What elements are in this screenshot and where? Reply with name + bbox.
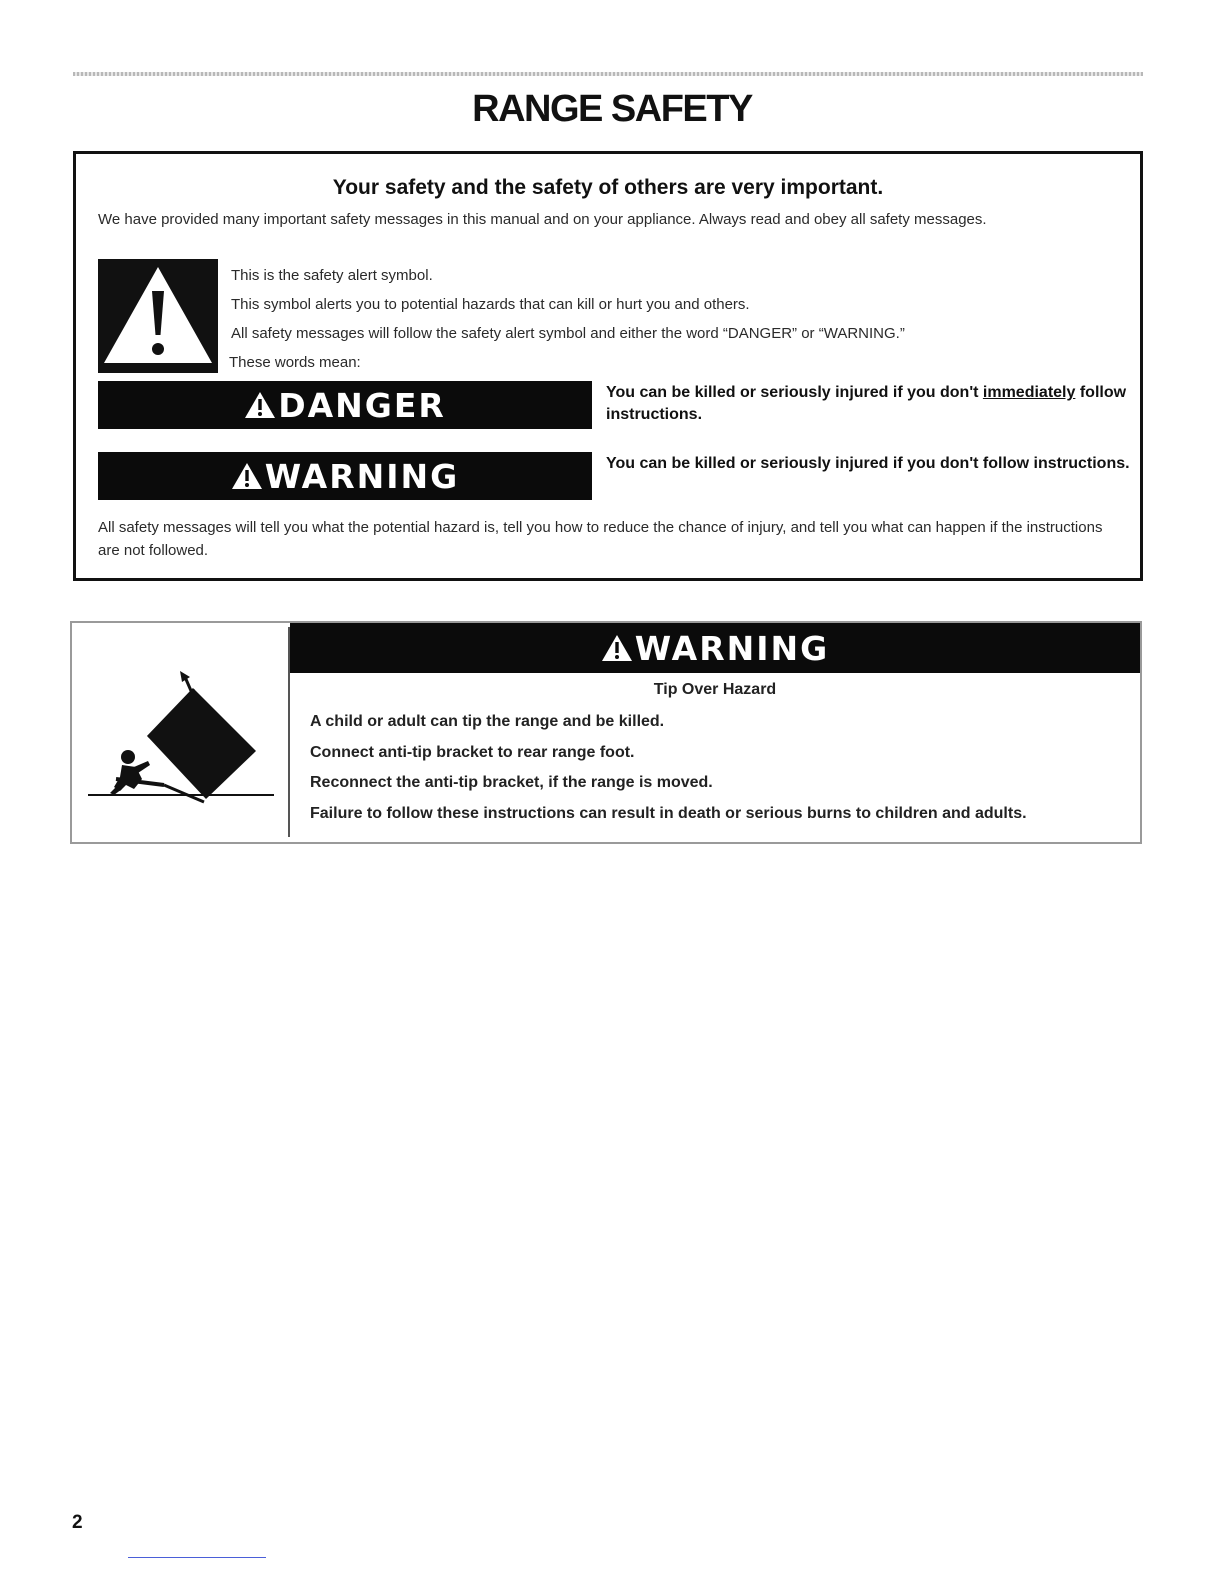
tipping-range-icon	[76, 627, 288, 837]
alert-line: These words mean:	[229, 354, 361, 371]
warning-triangle-icon	[601, 634, 633, 662]
tip-over-title: Tip Over Hazard	[653, 681, 777, 698]
top-divider	[73, 72, 1143, 76]
page-number: 2	[72, 1512, 83, 1533]
tip-over-illustration	[76, 627, 290, 837]
alert-symbol-explanation	[231, 266, 1111, 382]
tip-over-instructions	[310, 712, 1140, 834]
intro-text: We have provided many important safety messages in this manual and on your appliance. Always read and obey all safety messages.	[98, 211, 987, 228]
danger-banner	[98, 381, 592, 429]
safety-intro-box	[73, 151, 1143, 581]
page-title: RANGE SAFETY	[472, 88, 752, 130]
danger-label: DANGER	[278, 385, 446, 425]
warning-description: You can be killed or seriously injured if you don't follow instructions.	[606, 455, 1130, 472]
warning-banner	[98, 452, 592, 500]
instruction-line: A child or adult can tip the range and be killed.	[310, 713, 665, 730]
tip-over-warning-box	[70, 621, 1142, 844]
instruction-line: Failure to follow these instructions can result in death or serious burns to children and adults.	[310, 804, 1027, 822]
warning-triangle-icon	[231, 462, 263, 490]
alert-line: This is the safety alert symbol.	[231, 267, 433, 284]
danger-desc-part: follow instructions.	[606, 384, 1127, 423]
instruction-line: Connect anti-tip bracket to rear range foot.	[310, 743, 635, 761]
danger-desc-part: You can be killed or seriously injured if you don't	[606, 384, 983, 401]
danger-description	[606, 382, 1136, 426]
safety-heading: Your safety and the safety of others are very important.	[332, 176, 884, 199]
alert-line: All safety messages will follow the safety alert symbol and either the word “DANGER” or “WARNING.”	[231, 325, 905, 342]
warning-label: WARNING	[264, 456, 460, 496]
alert-line: This symbol alerts you to potential hazards that can kill or hurt you and others.	[231, 296, 750, 313]
warning-triangle-icon	[244, 391, 276, 419]
tip-over-warning-label: WARNING	[634, 628, 830, 668]
instruction-line: Reconnect the anti-tip bracket, if the range is moved.	[310, 774, 713, 791]
footer-link-underline	[128, 1557, 266, 1558]
closing-text: All safety messages will tell you what the potential hazard is, tell you how to reduce the chance of injury, and tell you what can happen if the instructions are not followed.	[98, 519, 1103, 559]
danger-desc-emphasis: immediately	[982, 384, 1076, 401]
tip-over-warning-banner	[290, 623, 1140, 673]
safety-alert-symbol-icon	[98, 259, 218, 373]
